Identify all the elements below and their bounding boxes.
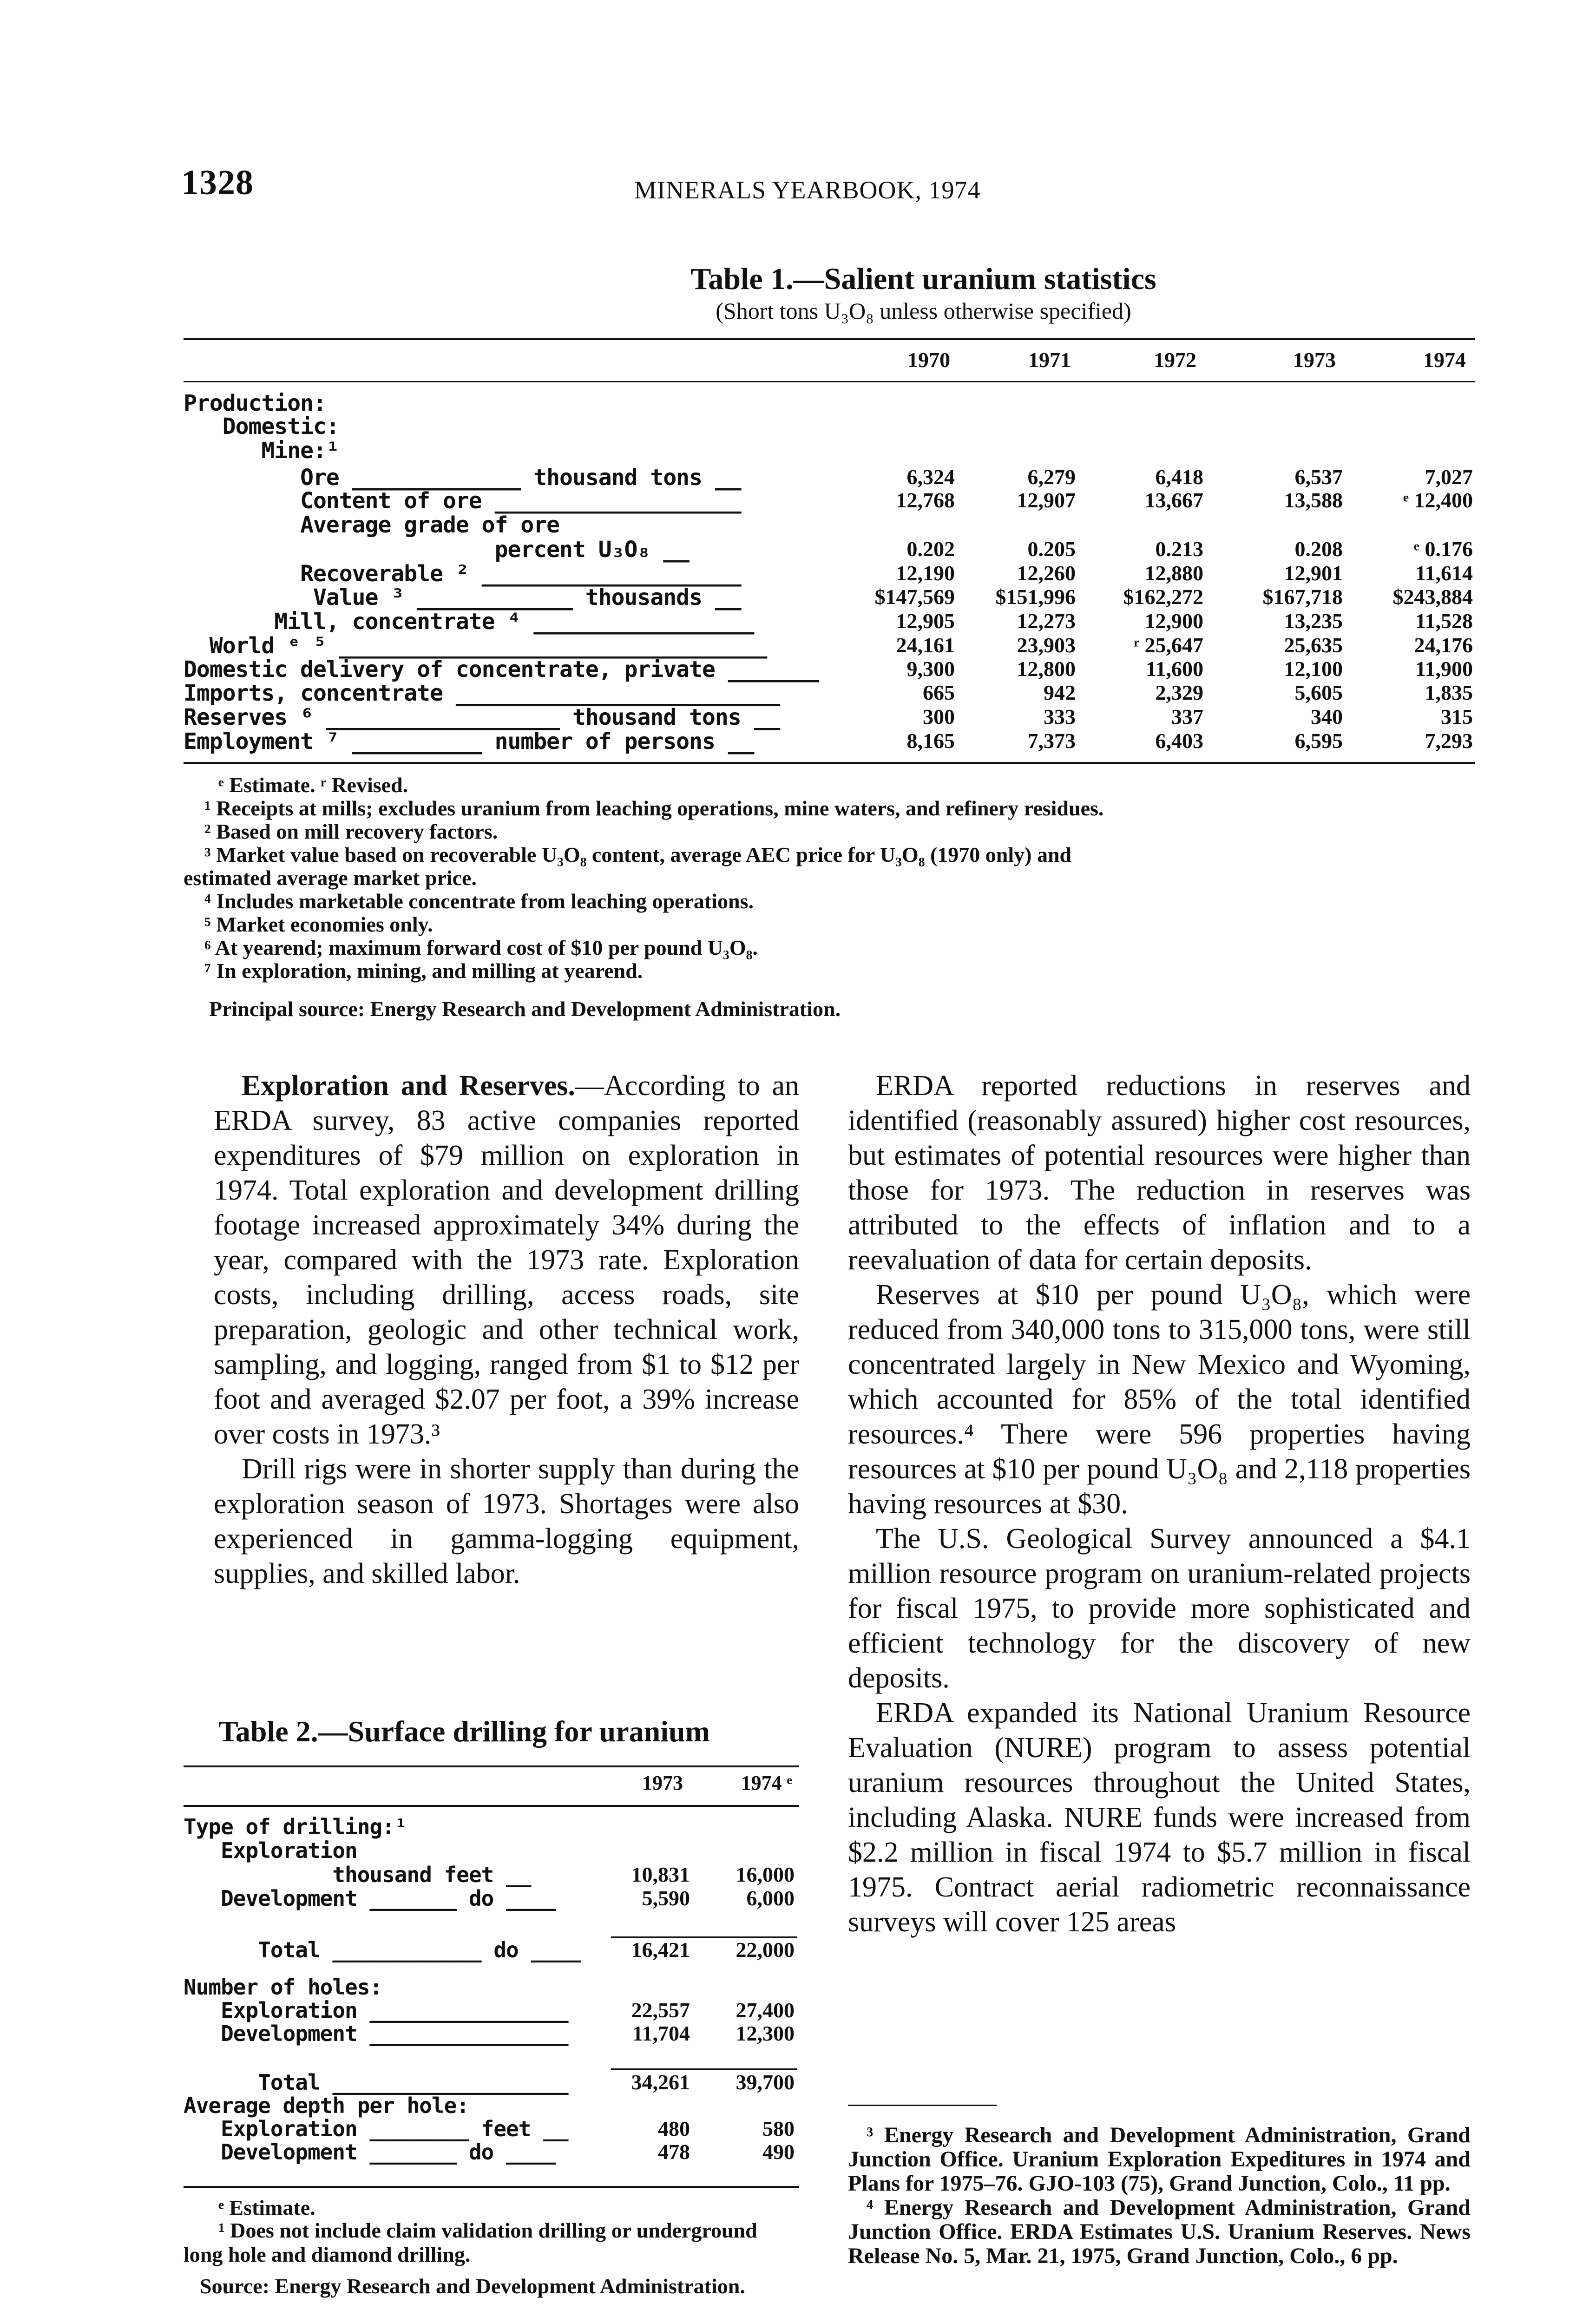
section-heading: Exploration and Reserves. bbox=[242, 1070, 576, 1102]
table1-cell: 11,528 bbox=[1415, 609, 1473, 633]
table1-cell: 12,190 bbox=[896, 561, 955, 585]
table2-cell: 11,704 bbox=[632, 2021, 690, 2045]
table1-year: 1974 bbox=[1423, 348, 1466, 372]
table1-cell: 12,907 bbox=[1017, 488, 1076, 512]
right-paragraph-4: ERDA expanded its National Uranium Resource Evaluation (NURE) program to assess potential uranium resources throughout the United States, including Alaska. NURE funds were increased from $2.2 million in fiscal 1974 to $5.7 million in fiscal 1975. Contract aerial radiometric reconnaissance surveys will cover 125 areas bbox=[848, 1697, 1471, 1938]
table1-row-label: Recoverable ² ____________________ bbox=[184, 561, 741, 587]
table2-cell: 27,400 bbox=[736, 1998, 795, 2022]
table1-rule-top bbox=[184, 338, 1475, 340]
table2-subtotal-rule bbox=[611, 2068, 797, 2070]
table1-cell: $167,718 bbox=[1262, 585, 1343, 609]
table2-rule-head bbox=[184, 1805, 799, 1807]
left-paragraph-1-text: —According to an ERDA survey, 83 active companies reported expenditures of $79 million on exploration in 1974. Total exploration and development drilling footage increased approximately 34% during the year, compared with the 1973 rate. Exploration costs, including drilling, access roads, site preparation, geologic and other technical work, sampling, and logging, ranged from $1 to $12 per foot and averaged $2.07 per foot, a 39% increase over costs in 1973.³ bbox=[214, 1070, 799, 1450]
table2-row-label: Average depth per hole: bbox=[184, 2093, 469, 2118]
left-column bbox=[214, 1069, 799, 1591]
table2-row-label: thousand feet __ bbox=[184, 1862, 531, 1887]
table2-cell: 6,000 bbox=[746, 1886, 795, 1910]
table2-row-label: Exploration ________________ bbox=[184, 1998, 568, 2023]
table2-cell: 16,000 bbox=[736, 1863, 795, 1886]
table1-cell: 11,900 bbox=[1415, 657, 1473, 681]
table2-row-label: Total ___________________ bbox=[184, 2070, 568, 2095]
table1-cell: 24,176 bbox=[1414, 633, 1473, 657]
running-title: MINERALS YEARBOOK, 1974 bbox=[634, 176, 981, 204]
table2-source: Source: Energy Research and Development Administration. bbox=[200, 2274, 745, 2298]
table1-cell: 12,100 bbox=[1284, 657, 1343, 681]
table1-cell: 333 bbox=[1044, 705, 1076, 728]
table1-cell: 8,165 bbox=[906, 729, 955, 753]
table1-row-label: percent U₃O₈ __ bbox=[184, 537, 690, 563]
table1-cell: 0.213 bbox=[1155, 537, 1203, 561]
table1-cell: 2,329 bbox=[1155, 681, 1203, 704]
table1-footnote: ² Based on mill recovery factors. bbox=[204, 820, 498, 843]
table1-cell: 300 bbox=[923, 705, 955, 728]
table2-title: Table 2.—Surface drilling for uranium bbox=[218, 1715, 710, 1748]
table2-row-label: Development _______ do ____ bbox=[184, 2139, 556, 2165]
table1-cell: 942 bbox=[1044, 681, 1076, 704]
table1-cell: 12,800 bbox=[1017, 657, 1076, 681]
table1-year: 1973 bbox=[1293, 348, 1336, 372]
table2-rule-top bbox=[184, 1765, 799, 1767]
table2-rule-bottom bbox=[184, 2186, 799, 2188]
table1-subtitle: (Short tons U₃O₈ unless otherwise specified) bbox=[716, 298, 1131, 324]
table1-row-label: Production: bbox=[184, 390, 326, 416]
table1-cell: $162,272 bbox=[1123, 585, 1203, 609]
table1-cell: 7,373 bbox=[1027, 729, 1076, 753]
reference-3: ³ Energy Research and Development Administration, Grand Junction Office. Uranium Exploration Expeditures in 1974 and Plans for 1975–76. GJO-103 (75), Grand Junction, Colo., 11 pp. bbox=[848, 2123, 1471, 2196]
table1-cell: 340 bbox=[1311, 705, 1343, 728]
table2-cell: 34,261 bbox=[631, 2070, 690, 2094]
left-paragraph-1 bbox=[214, 1069, 799, 1452]
table1-cell: 12,905 bbox=[896, 609, 955, 633]
table1-cell: 12,273 bbox=[1017, 609, 1076, 633]
table1-cell: 5,605 bbox=[1294, 681, 1343, 704]
table1-cell: 13,667 bbox=[1144, 488, 1203, 512]
left-paragraph-2: Drill rigs were in shorter supply than during the exploration season of 1973. Shortages were also experienced in gamma-logging equipment, supplies, and skilled labor. bbox=[214, 1453, 799, 1589]
table2-footnote: ᵉ Estimate. bbox=[218, 2196, 315, 2219]
table1-cell: $151,996 bbox=[995, 585, 1076, 609]
table2-cell: 490 bbox=[762, 2140, 795, 2164]
table1-footnote: ³ Market value based on recoverable U₃O₈ content, average AEC price for U₃O₈ (1970 only) and bbox=[204, 843, 1072, 866]
table2-cell: 22,557 bbox=[631, 1998, 690, 2022]
table1-cell: 6,403 bbox=[1155, 729, 1203, 753]
table2-year: 1973 bbox=[642, 1772, 683, 1794]
table1-cell: 9,300 bbox=[906, 657, 955, 681]
table2-cell: 10,831 bbox=[631, 1863, 690, 1886]
table1-cell: 12,260 bbox=[1017, 561, 1076, 585]
table1-cell: 13,235 bbox=[1284, 609, 1343, 633]
table2-cell: 478 bbox=[658, 2140, 690, 2164]
table1-cell: 24,161 bbox=[896, 633, 955, 657]
table1-row-label: Mill, concentrate ⁴ _________________ bbox=[184, 609, 754, 635]
table2-row-label: Type of drilling:¹ bbox=[184, 1814, 407, 1839]
table1-cell: 23,903 bbox=[1017, 633, 1076, 657]
table1-cell: 12,768 bbox=[896, 488, 955, 512]
table1-row-label: Average grade of ore bbox=[184, 512, 560, 538]
table1-row-label: Domestic: bbox=[184, 413, 339, 440]
table1-cell: 6,418 bbox=[1155, 465, 1203, 489]
table2-row-label: Development ________________ bbox=[184, 2021, 568, 2046]
table1-cell: ᵉ 12,400 bbox=[1403, 488, 1473, 512]
table1-cell: 7,293 bbox=[1425, 729, 1473, 753]
table1-rule-head bbox=[184, 381, 1475, 382]
table2-cell: 5,590 bbox=[642, 1886, 690, 1910]
table1-cell: 6,595 bbox=[1294, 729, 1343, 753]
table2-year: 1974 ᵉ bbox=[741, 1772, 792, 1794]
table1-year: 1970 bbox=[907, 348, 950, 372]
footnote-rule bbox=[848, 2105, 997, 2106]
table1-title: Table 1.—Salient uranium statistics bbox=[690, 262, 1156, 296]
table1-footnote: estimated average market price. bbox=[184, 866, 477, 890]
table1-row-label: Content of ore ___________________ bbox=[184, 488, 741, 514]
table1-row-label: Mine:¹ bbox=[184, 438, 339, 464]
table2-row-label: Exploration ________ feet __ bbox=[184, 2116, 568, 2141]
table1-cell: 12,880 bbox=[1144, 561, 1203, 585]
table1-source: Principal source: Energy Research and Development Administration. bbox=[209, 997, 841, 1021]
table1-footnote: ⁵ Market economies only. bbox=[204, 912, 433, 936]
table1-row-label: Domestic delivery of concentrate, private _______ bbox=[184, 656, 819, 682]
table1-cell: 11,614 bbox=[1415, 561, 1473, 585]
reference-4: ⁴ Energy Research and Development Administration, Grand Junction Office. ERDA Estimates U.S. Uranium Reserves. News Release No. 5, Mar. 21, 1975, Grand Junction, Colo., 6 pp. bbox=[848, 2195, 1471, 2268]
table2-subtotal-rule bbox=[611, 1936, 797, 1938]
right-paragraph-3: The U.S. Geological Survey announced a $4.1 million resource program on uranium-related projects for fiscal 1975, to provide more sophisticated and efficient technology for the discovery of new deposits. bbox=[848, 1523, 1471, 1694]
table1-row-label: Imports, concentrate _________________________ bbox=[184, 680, 780, 706]
table1-row-label: Ore _____________ thousand tons __ bbox=[184, 465, 741, 491]
table1-cell: 1,835 bbox=[1425, 681, 1473, 704]
table2-cell: 39,700 bbox=[736, 2070, 795, 2094]
table1-cell: 6,279 bbox=[1027, 465, 1076, 489]
table1-cell: 0.205 bbox=[1027, 537, 1076, 561]
references bbox=[848, 2123, 1471, 2268]
table2-row-label: Total ____________ do ____ bbox=[184, 1937, 581, 1962]
table1-cell: 6,324 bbox=[906, 465, 955, 489]
table2-footnote: ¹ Does not include claim validation drilling or underground long hole and diamond drilling. bbox=[184, 2218, 757, 2266]
table2-row-label: Exploration bbox=[184, 1838, 357, 1863]
table1-footnote: ᵉ Estimate. ʳ Revised. bbox=[218, 773, 408, 797]
table1-cell: 12,901 bbox=[1284, 561, 1343, 585]
table1-cell: $243,884 bbox=[1392, 585, 1473, 609]
table2-row-label: Number of holes: bbox=[184, 1975, 382, 2000]
table1-cell: $147,569 bbox=[874, 585, 955, 609]
table2-cell: 480 bbox=[658, 2117, 690, 2140]
right-paragraph-1: ERDA reported reductions in reserves and identified (reasonably assured) higher cost resources, but estimates of potential resources were higher than those for 1973. The reduction in reserves was attributed to the effects of inflation and to a reevaluation of data for certain deposits. bbox=[848, 1070, 1471, 1276]
table1-cell: 337 bbox=[1171, 705, 1203, 728]
table1-cell: 0.208 bbox=[1294, 537, 1343, 561]
table1-cell: 25,635 bbox=[1284, 633, 1343, 657]
table1-footnote: ⁶ At yearend; maximum forward cost of $10 per pound U₃O₈. bbox=[204, 936, 758, 959]
table1-cell: 665 bbox=[923, 681, 955, 704]
table1-cell: 13,588 bbox=[1284, 488, 1343, 512]
table1-year: 1972 bbox=[1154, 348, 1196, 372]
table2-cell: 580 bbox=[762, 2117, 795, 2140]
table1-year: 1971 bbox=[1028, 348, 1071, 372]
table1-row-label: Reserves ⁶ __________________ thousand tons __ bbox=[184, 704, 780, 730]
table1-footnote: ¹ Receipts at mills; excludes uranium from leaching operations, mine waters, and refinery residues. bbox=[204, 796, 1104, 820]
table1-footnote: ⁷ In exploration, mining, and milling at yearend. bbox=[204, 959, 643, 983]
table1-cell: 6,537 bbox=[1294, 465, 1343, 489]
table1-cell: 11,600 bbox=[1146, 657, 1203, 681]
table1-row-label: Value ³ ____________ thousands __ bbox=[184, 584, 741, 610]
table1-cell: ʳ 25,647 bbox=[1134, 633, 1203, 657]
table1-cell: 7,027 bbox=[1425, 465, 1473, 489]
page-number: 1328 bbox=[181, 163, 254, 202]
table1-row-label: Employment ⁷ __________ number of persons __ bbox=[184, 728, 754, 755]
table1-cell: 315 bbox=[1441, 705, 1473, 728]
right-paragraph-2: Reserves at $10 per pound U₃O₈, which were reduced from 340,000 tons to 315,000 tons, were still concentrated largely in New Mexico and Wyoming, which accounted for 85% of the total identified resources.⁴ There were 596 properties having resources at $10 per pound U₃O₈ and 2,118 properties having resources at $30. bbox=[848, 1279, 1471, 1520]
right-column bbox=[848, 1069, 1471, 1940]
table1-footnote: ⁴ Includes marketable concentrate from leaching operations. bbox=[204, 889, 754, 913]
table1-rule-bottom bbox=[184, 762, 1475, 764]
table2-cell: 22,000 bbox=[736, 1938, 795, 1962]
table1-cell: ᵉ 0.176 bbox=[1414, 537, 1473, 561]
table2-row-label: Development _______ do ____ bbox=[184, 1886, 556, 1911]
table1-cell: 12,900 bbox=[1144, 609, 1203, 633]
table1-row-label: World ᵉ ⁵ _________________________________ bbox=[184, 633, 767, 659]
table2-cell: 16,421 bbox=[631, 1938, 690, 1962]
table2-cell: 12,300 bbox=[736, 2021, 795, 2045]
table1-cell: 0.202 bbox=[906, 537, 955, 561]
